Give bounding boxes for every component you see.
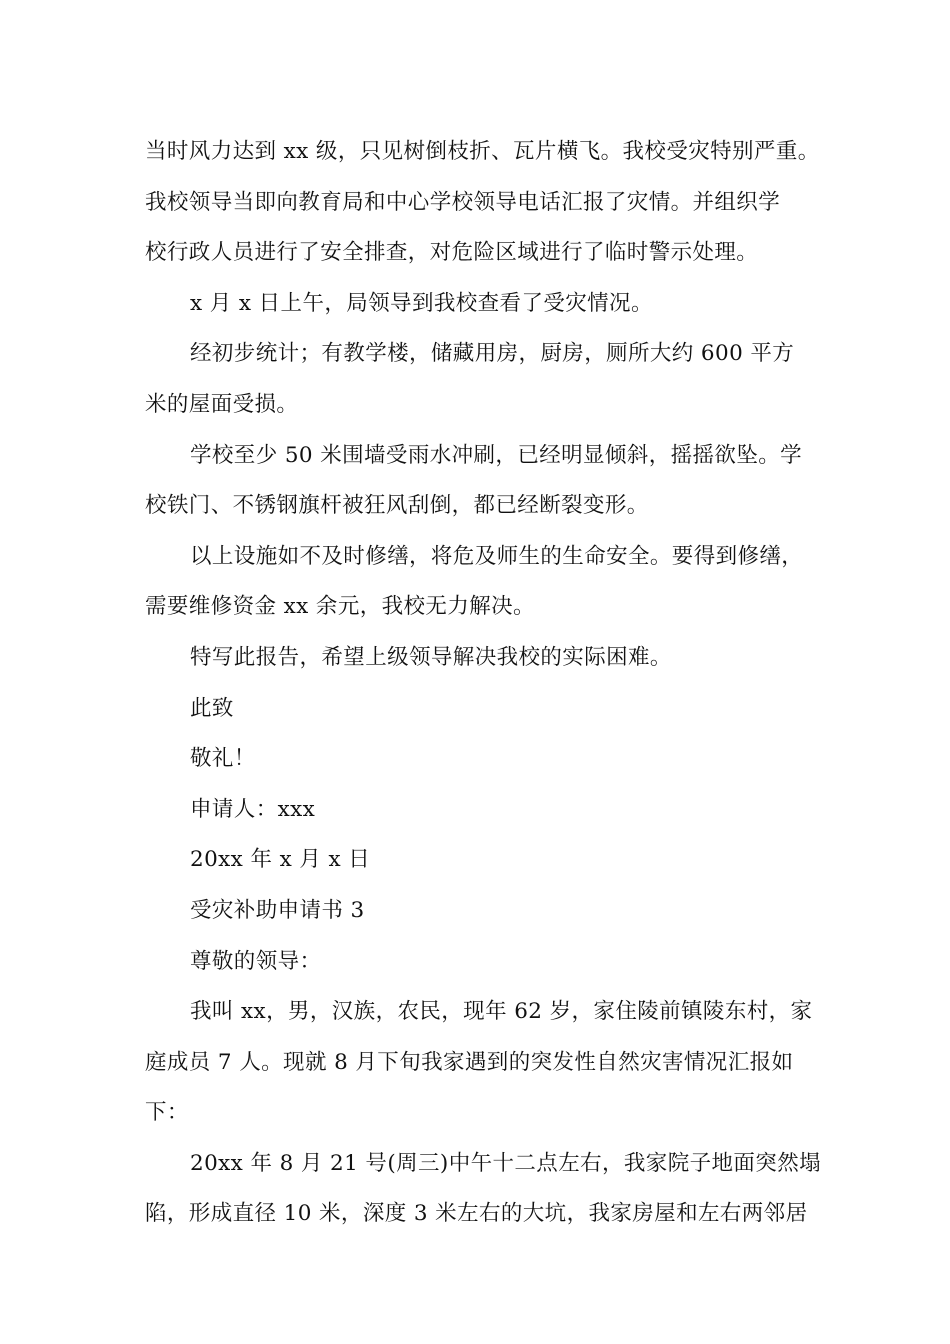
text-line: 校行政人员进行了安全排查，对危险区域进行了临时警示处理。 bbox=[145, 240, 759, 266]
document-body bbox=[145, 127, 835, 1240]
text-line: 米的屋面受损。 bbox=[145, 391, 299, 417]
text-line: 当时风力达到 xx 级，只见树倒枝折、瓦片横飞。我校受灾特别严重。 bbox=[145, 139, 820, 164]
text-line: 此致 bbox=[190, 695, 234, 721]
text-line: 尊敬的领导： bbox=[190, 948, 322, 974]
text-line: 需要维修资金 xx 余元，我校无力解决。 bbox=[145, 594, 535, 620]
text-line: 20xx 年 x 月 x 日 bbox=[190, 847, 371, 873]
text-line: 20xx 年 8 月 21 号(周三)中午十二点左右，我家院子地面突然塌 bbox=[190, 1150, 821, 1176]
text-line: 受灾补助申请书 3 bbox=[190, 897, 365, 923]
text-line: 我校领导当即向教育局和中心学校领导电话汇报了灾情。并组织学 bbox=[145, 189, 781, 215]
text-line: 以上设施如不及时修缮，将危及师生的生命安全。要得到修缮， bbox=[190, 543, 804, 569]
text-line: 申请人：xxx bbox=[190, 796, 316, 822]
text-line: 经初步统计；有教学楼，储藏用房，厨房，厕所大约 600 平方 bbox=[190, 341, 795, 367]
text-line: 陷，形成直径 10 米，深度 3 米左右的大坑，我家房屋和左右两邻居 bbox=[145, 1201, 808, 1227]
text-line: 下： bbox=[145, 1100, 189, 1126]
text-line: 特写此报告，希望上级领导解决我校的实际困难。 bbox=[190, 644, 672, 670]
text-line: 校铁门、不锈钢旗杆被狂风刮倒，都已经断裂变形。 bbox=[145, 493, 649, 519]
text-line: 我叫 xx，男，汉族，农民，现年 62 岁，家住陵前镇陵东村，家 bbox=[190, 999, 813, 1025]
text-line: 敬礼！ bbox=[190, 746, 256, 772]
text-line: x 月 x 日上午，局领导到我校查看了受灾情况。 bbox=[190, 290, 653, 316]
text-line: 学校至少 50 米围墙受雨水冲刷，已经明显倾斜，摇摇欲坠。学 bbox=[190, 442, 803, 468]
text-line: 庭成员 7 人。现就 8 月下旬我家遇到的突发性自然灾害情况汇报如 bbox=[145, 1049, 794, 1075]
